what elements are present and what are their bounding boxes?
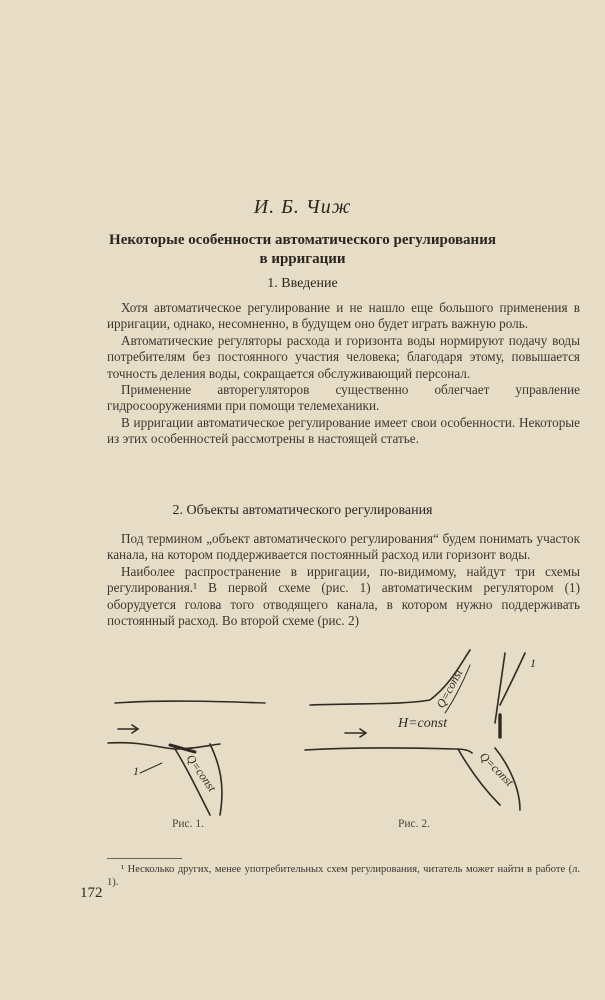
- figures-drawing: [100, 645, 560, 850]
- article-title: [60, 231, 545, 269]
- figure-1-caption: Рис. 1.: [172, 818, 205, 830]
- fig2-label-1: 1: [530, 656, 536, 670]
- paragraph: Наиболее распространение в ирригации, по-видимому, найдут три схемы регулирования.¹ В первой схеме (рис. 1) автоматическим регулятором (1) оборудуется голова того отводящего канала, в котором нужно поддерживать постоянный расход. Во второй схеме (рис. 2): [107, 563, 580, 629]
- paragraph: Автоматические регуляторы расхода и горизонта воды нормируют подачу воды потребителям без постоянного участия человека; благодаря этому, повышается точность деления воды, сокращается обслуживающий персонал.: [107, 332, 580, 381]
- footnote: [107, 863, 580, 889]
- footnote-text: ¹ Несколько других, менее употребительных схем регулирования, читатель может найти в работе (л. 1).: [107, 864, 580, 888]
- fig1-label-1: 1: [133, 764, 139, 778]
- fig2-branch-line-a: [495, 653, 505, 723]
- fig2-q-const-upper: Q=const: [433, 666, 466, 711]
- fig1-canal-bottom-line: [108, 743, 220, 749]
- fig2-q-const-lower: Q=const: [476, 749, 517, 789]
- section-2-heading: 2. Объекты автоматического регулирования: [172, 503, 433, 518]
- section-2-body: [107, 531, 580, 629]
- fig2-canal-bottom-line: [305, 748, 472, 753]
- author-name: И. Б. Чиж: [253, 196, 352, 218]
- fig2-h-const: H=const: [398, 716, 448, 731]
- section-1-body: [107, 300, 580, 448]
- fig1-leader: [140, 763, 162, 773]
- paragraph: Хотя автоматическое регулирование и не нашло еще большого применения в ирригации, однако, несомненно, в будущем оно будет играть важную роль.: [107, 300, 580, 332]
- paragraph: Применение авторегуляторов существенно облегчает управление гидросооружениями при помощи телемеханики.: [107, 382, 580, 414]
- paragraph: Под термином „объект автоматического регулирования“ будем понимать участок канала, на котором поддерживается постоянный расход или горизонт воды.: [107, 531, 580, 563]
- paragraph: В ирригации автоматическое регулирование имеет свои особенности. Некоторые из этих особенностей рассмотрены в настоящей статье.: [107, 414, 580, 447]
- page-number: 172: [80, 885, 103, 901]
- fig1-canal-top-line: [115, 701, 265, 703]
- section-1-heading: 1. Введение: [267, 276, 338, 291]
- figures: [100, 645, 560, 850]
- fig1-q-const: Q=const: [183, 751, 220, 795]
- title-line-1: Некоторые особенности автоматического регулирования: [109, 232, 496, 248]
- figure-2-caption: Рис. 2.: [398, 818, 431, 830]
- title-line-2: в ирригации: [259, 251, 346, 267]
- footnote-divider: [107, 858, 182, 859]
